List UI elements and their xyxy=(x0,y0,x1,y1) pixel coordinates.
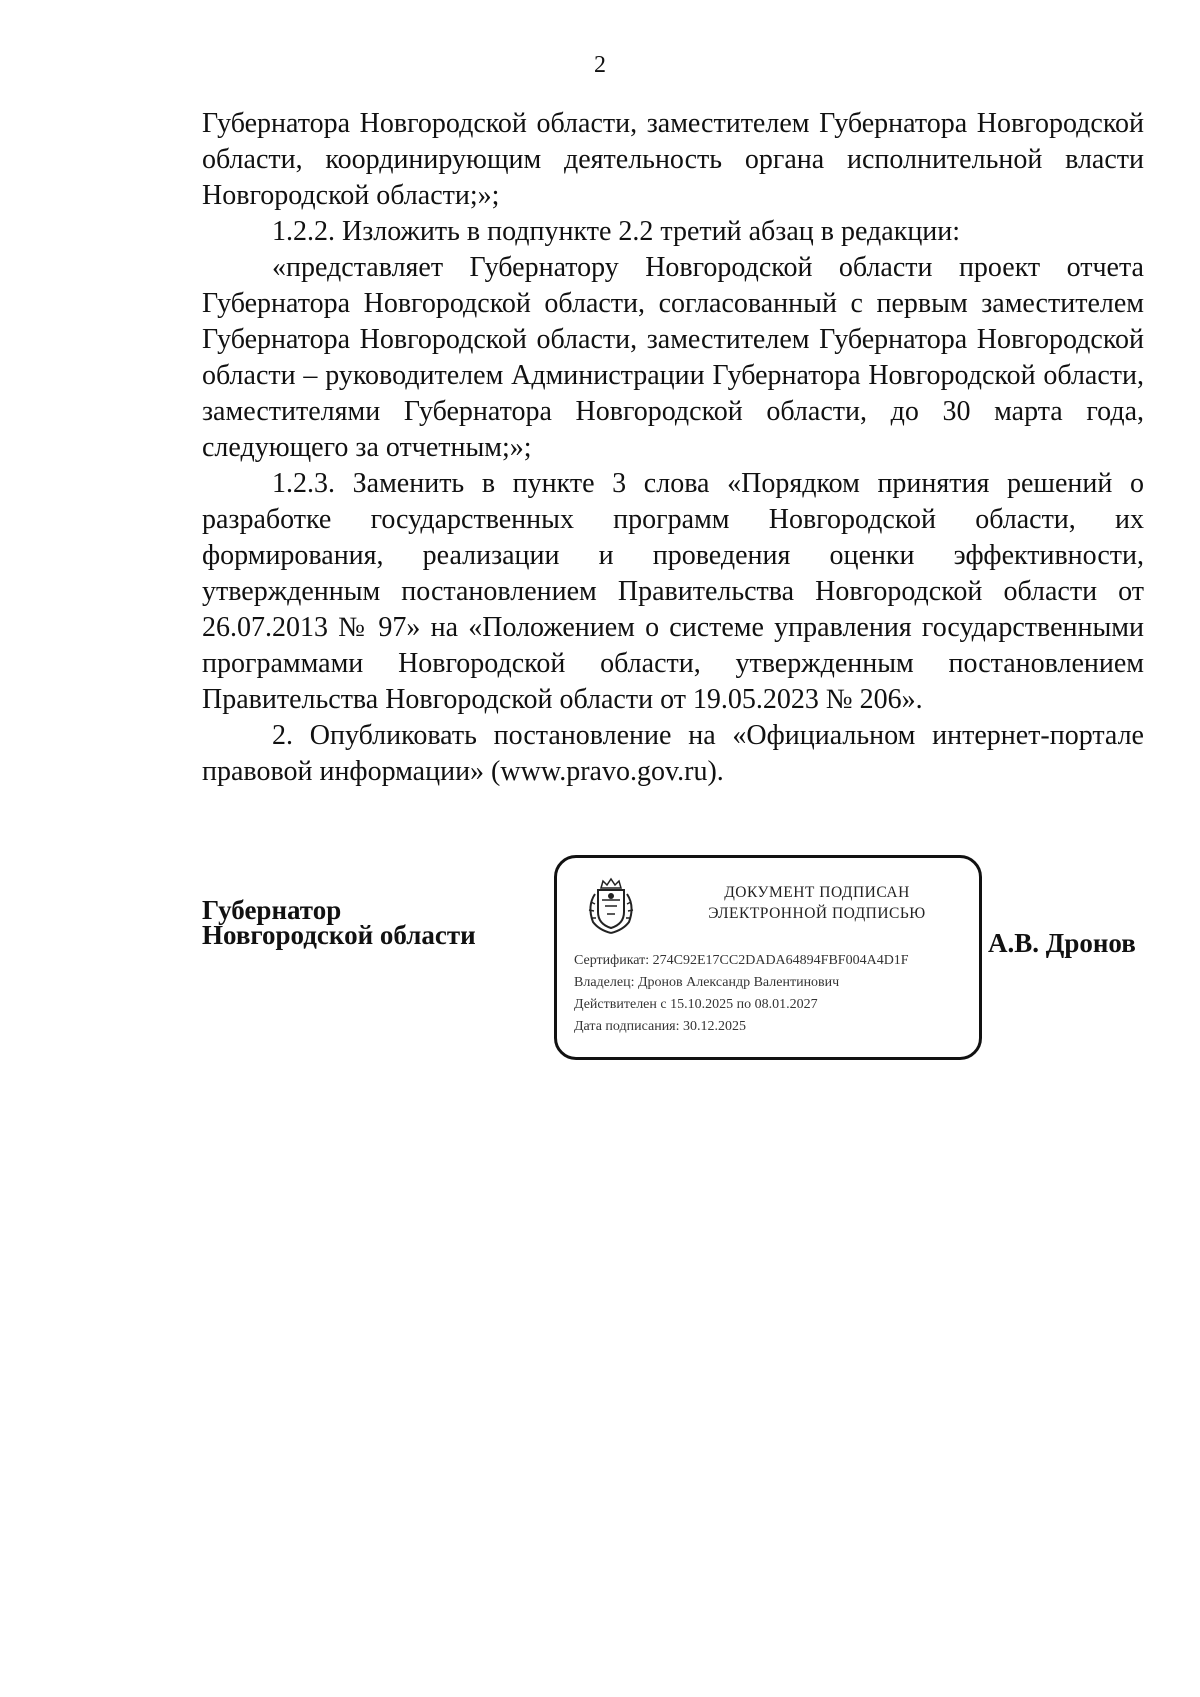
stamp-details xyxy=(574,950,974,1038)
stamp-title-line1: ДОКУМЕНТ ПОДПИСАН xyxy=(724,884,910,901)
signer-title xyxy=(202,895,476,950)
coat-of-arms-icon xyxy=(583,876,639,936)
paragraph-continuation: Губернатора Новгородской области, заместителем Губернатора Новгородской области, координирующим деятельность органа исполнительной власти Новгородской области;»; xyxy=(202,108,1144,211)
paragraph-1-2-3: 1.2.3. Заменить в пункте 3 слова «Порядком принятия решений о разработке государственных программ Новгородской области, их формирования, реализации и проведения оценки эффективности, утвержденным постановлением Правительства Новгородской области от 26.07.2013 № 97» на «Положением о системе управления государственными программами Новгородской области, утвержденным постановлением Правительства Новгородской области от 19.05.2023 № 206». xyxy=(202,468,1144,715)
stamp-title xyxy=(697,882,937,924)
paragraph-1-2-2: 1.2.2. Изложить в подпункте 2.2 третий абзац в редакции: xyxy=(272,216,961,247)
stamp-owner: Владелец: Дронов Александр Валентинович xyxy=(574,975,840,990)
stamp-certificate: Сертификат: 274C92E17CC2DADA64894FBF004A4D1F xyxy=(574,953,909,968)
paragraph-2-publish: 2. Опубликовать постановление на «Официальном интернет-портале правовой информации» (www.pravo.gov.ru). xyxy=(202,720,1144,787)
stamp-title-line2: ЭЛЕКТРОННОЙ ПОДПИСЬЮ xyxy=(708,905,926,922)
page-number: 2 xyxy=(594,52,606,78)
paragraph-quoted-edit: «представляет Губернатору Новгородской области проект отчета Губернатора Новгородской области, согласованный с первым заместителем Губернатора Новгородской области, заместителем Губернатора Новгородской области – руководителем Администрации Губернатора Новгородской области, заместителями Губернатора Новгородской области, до 30 марта года, следующего за отчетным;»; xyxy=(202,252,1144,463)
signer-title-line1: Губернатор xyxy=(202,895,342,925)
stamp-validity: Действителен с 15.10.2025 по 08.01.2027 xyxy=(574,997,818,1012)
document-body xyxy=(202,106,1144,790)
signer-name: А.В. Дронов xyxy=(988,928,1136,958)
signer-title-line2: Новгородской области xyxy=(202,920,476,950)
stamp-signing-date: Дата подписания: 30.12.2025 xyxy=(574,1019,747,1034)
electronic-signature-stamp xyxy=(554,855,982,1060)
